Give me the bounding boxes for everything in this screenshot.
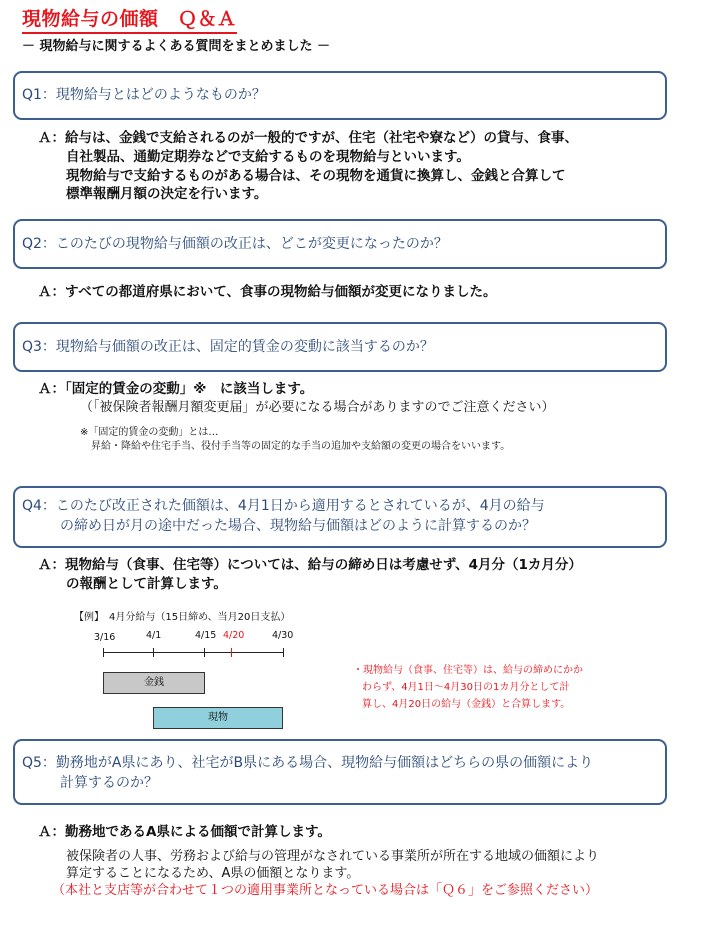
q4-answer-line-1: Ａ：現物給与（食事、住宅等）については、給与の締め日は考慮せず、4月分（1カ月分）	[38, 557, 582, 573]
timeline-label-0401: 4/1	[146, 630, 162, 641]
q5-question-line-1: Q5：勤務地がA県にあり、社宅がB県にある場合、現物給与価額はどちらの県の価額により	[22, 755, 594, 771]
q5-red-note: （本社と支店等が合わせて１つの適用事業所となっている場合は「Ｑ６」をご参照ください）	[52, 883, 599, 898]
timeline-tick-0415	[204, 648, 205, 657]
timeline-tick-0316	[103, 648, 104, 657]
side-note-line-1: ・現物給与（食事、住宅等）は、給与の締めにかか	[353, 665, 583, 676]
q3-note-title: ※「固定的賃金の変動」とは…	[80, 427, 219, 438]
timeline-axis	[103, 652, 283, 653]
q5-box	[13, 739, 667, 805]
timeline-label-0316: 3/16	[94, 632, 116, 643]
q4-question-line-1: Q4：このたび改正された価額は、4月1日から適用するとされているが、4月の給与	[22, 498, 545, 514]
q1-answer-line-1: Ａ：給与は、金銭で支給されるのが一般的ですが、住宅（社宅や寮など）の貸与、食事、	[38, 130, 578, 146]
timeline-label-0420: 4/20	[223, 630, 245, 641]
timeline-tick-0430	[283, 648, 284, 657]
q5-answer: Ａ：勤務地であるA県による価額で計算します。	[38, 824, 331, 840]
q3-box	[13, 322, 667, 372]
q1-answer-line-4: 標準報酬月額の決定を行います。	[66, 186, 268, 202]
q4-question-line-2: の締め日が月の途中だった場合、現物給与価額はどのように計算するのか？	[60, 518, 536, 534]
q2-box	[13, 219, 667, 269]
q5-body-line-2: 算定することになるため、A県の価額となります。	[66, 866, 360, 881]
q1-answer-line-3: 現物給与で支給するものがある場合は、その現物を通貨に換算し、金銭と合算して	[66, 168, 566, 184]
q1-answer-line-2: 自社製品、通勤定期券などで支給するものを現物給与といいます。	[66, 149, 470, 165]
side-note-line-3: 算し、4月20日の給与（金銭）と合算します。	[362, 699, 571, 710]
q2-question: Q2：このたびの現物給与価額の改正は、どこが変更になったのか？	[22, 236, 448, 252]
q2-answer: Ａ：すべての都道府県において、食事の現物給与価額が変更になりました。	[38, 284, 497, 300]
page-subtitle: － 現物給与に関するよくある質問をまとめました －	[22, 39, 331, 54]
q3-answer-sub: （「被保険者報酬月額変更届」が必要になる場合がありますのでご注意ください）	[80, 400, 555, 415]
q3-answer: Ａ：「固定的賃金の変動」※ に該当します。	[38, 381, 314, 397]
timeline-label-0415: 4/15	[195, 630, 217, 641]
goods-bar: 現物	[153, 707, 283, 729]
q4-answer-line-2: の報酬として計算します。	[66, 576, 227, 592]
q1-question: Q1：現物給与とはどのようなものか？	[22, 87, 266, 103]
q5-body-line-1: 被保険者の人事、労務および給与の管理がなされている事業所が所在する地域の価額により	[66, 849, 600, 864]
timeline-tick-0420	[231, 648, 232, 657]
timeline-label-0430: 4/30	[272, 630, 294, 641]
q3-note-body: 昇給・降給や住宅手当、役付手当等の固定的な手当の追加や支給額の変更の場合をいいます。	[91, 441, 511, 452]
q5-question-line-2: 計算するのか？	[60, 775, 158, 791]
q3-question: Q3：現物給与価額の改正は、固定的賃金の変動に該当するのか？	[22, 339, 434, 355]
cash-bar: 金銭	[103, 672, 205, 694]
page-title: 現物給与の価額 Ｑ＆Ａ	[22, 7, 237, 34]
side-note-line-2: わらず、4月1日～4月30日の1カ月分として計	[362, 682, 570, 693]
q1-box	[13, 71, 667, 120]
q4-box	[13, 486, 667, 548]
example-title: 【例】 4月分給与（15日締め、当月20日支払）	[74, 612, 291, 623]
timeline-tick-0401	[153, 648, 154, 657]
